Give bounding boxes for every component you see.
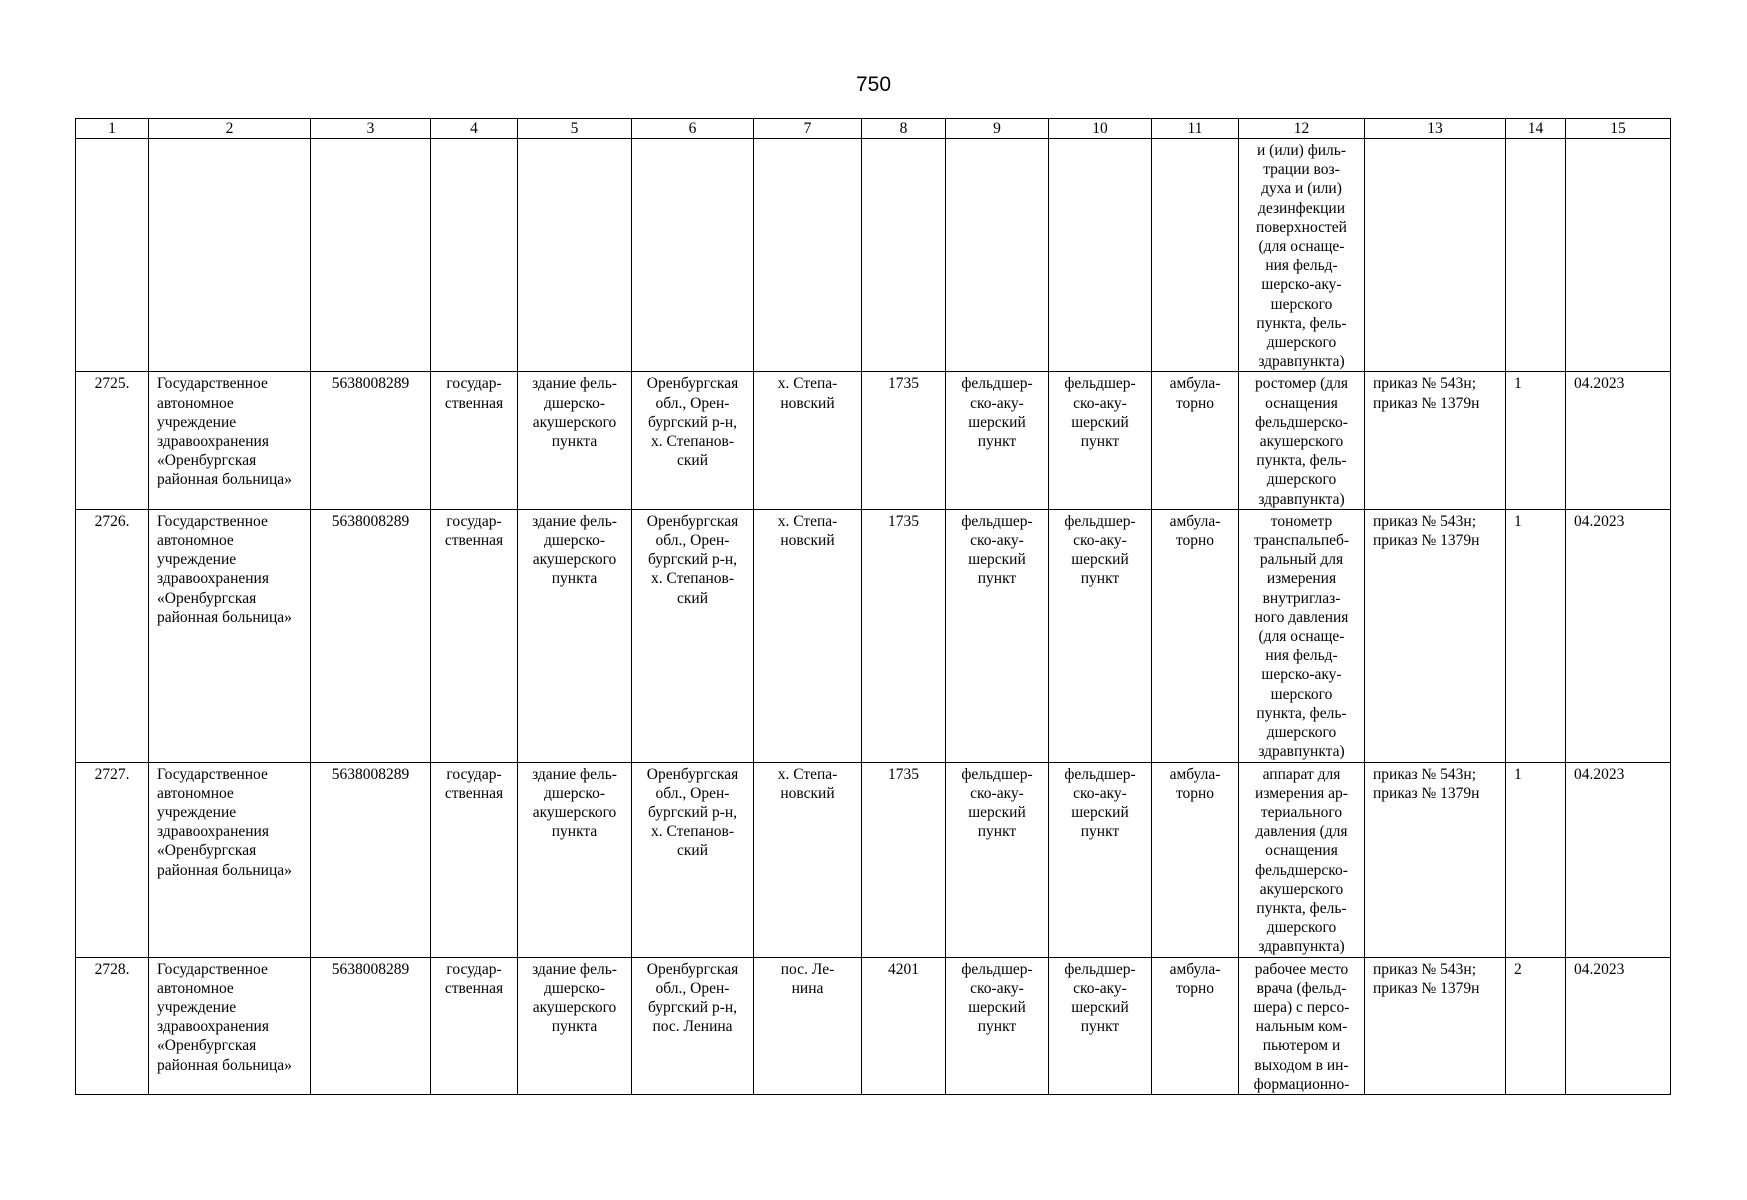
column-header: 2 <box>149 119 311 139</box>
inn-cell: 5638008289 <box>311 509 431 762</box>
organization-cell: Государственное автономное учреждение здравоохранения «Оренбургская районная больница» <box>149 372 311 509</box>
building-cell: здание фель- дшерско- акушерского пункта <box>518 509 632 762</box>
equipment-cell: и (или) филь- трации воз- духа и (или) дезинфекции поверхностей (для оснаще- ния фельд- шерско-аку- шерского пункта, фель- дшерского здравпункта) <box>1239 139 1365 372</box>
settlement-cell: х. Степа- новский <box>754 372 862 509</box>
settlement-cell: х. Степа- новский <box>754 509 862 762</box>
column-header: 1 <box>76 119 149 139</box>
care-type-cell: амбула- торно <box>1152 372 1239 509</box>
order-cell: приказ № 543н; приказ № 1379н <box>1365 509 1506 762</box>
organization-cell: Государственное автономное учреждение здравоохранения «Оренбургская районная больница» <box>149 509 311 762</box>
organization-cell: Государственное автономное учреждение здравоохранения «Оренбургская районная больница» <box>149 957 311 1094</box>
column-header: 14 <box>1506 119 1566 139</box>
ownership-cell: государ- ственная <box>431 372 518 509</box>
facility-type-cell: фельдшер- ско-аку- шерский пункт <box>1049 372 1152 509</box>
address-cell: Оренбургская обл., Орен- бургский р-н, х. Степанов- ский <box>632 509 754 762</box>
building-cell: здание фель- дшерско- акушерского пункта <box>518 957 632 1094</box>
inn-cell: 5638008289 <box>311 762 431 957</box>
equipment-cell: аппарат для измерения ар- териального давления (для оснащения фельдшерско- акушерского пункта, фель- дшерского здравпункта) <box>1239 762 1365 957</box>
address-cell: Оренбургская обл., Орен- бургский р-н, х. Степанов- ский <box>632 372 754 509</box>
building-cell: здание фель- дшерско- акушерского пункта <box>518 762 632 957</box>
equipment-cell: рабочее место врача (фельд- шера) с персо- нальным ком- пьютером и выходом в ин- формационно- <box>1239 957 1365 1094</box>
facility-type-cell: фельдшер- ско-аку- шерский пункт <box>946 957 1049 1094</box>
inn-cell: 5638008289 <box>311 372 431 509</box>
page-number: 750 <box>855 73 892 96</box>
table-row <box>76 372 1671 509</box>
population-cell: 1735 <box>862 509 946 762</box>
quantity-cell: 1 <box>1506 762 1566 957</box>
facility-type-cell: фельдшер- ско-аку- шерский пункт <box>1049 509 1152 762</box>
care-type-cell: амбула- торно <box>1152 957 1239 1094</box>
row-number-cell: 2725. <box>76 372 149 509</box>
column-header: 10 <box>1049 119 1152 139</box>
table-row <box>76 762 1671 957</box>
equipment-cell: тонометр транспальпеб- ральный для измерения внутриглаз- ного давления (для оснаще- ния фельд- шерско-аку- шерского пункта, фель- дшерского здравпункта) <box>1239 509 1365 762</box>
address-cell: Оренбургская обл., Орен- бургский р-н, х. Степанов- ский <box>632 762 754 957</box>
quantity-cell: 1 <box>1506 509 1566 762</box>
settlement-cell: х. Степа- новский <box>754 762 862 957</box>
ownership-cell: государ- ственная <box>431 509 518 762</box>
column-header: 15 <box>1566 119 1671 139</box>
building-cell: здание фель- дшерско- акушерского пункта <box>518 372 632 509</box>
column-header: 5 <box>518 119 632 139</box>
column-header: 11 <box>1152 119 1239 139</box>
population-cell: 1735 <box>862 372 946 509</box>
care-type-cell: амбула- торно <box>1152 509 1239 762</box>
settlement-cell: пос. Ле- нина <box>754 957 862 1094</box>
column-header: 6 <box>632 119 754 139</box>
order-cell: приказ № 543н; приказ № 1379н <box>1365 762 1506 957</box>
date-cell: 04.2023 <box>1566 372 1671 509</box>
date-cell: 04.2023 <box>1566 762 1671 957</box>
column-number-header-row <box>76 119 1671 139</box>
facility-type-cell: фельдшер- ско-аку- шерский пункт <box>1049 762 1152 957</box>
register-table <box>75 118 1671 1095</box>
table-row <box>76 957 1671 1094</box>
row-number-cell: 2727. <box>76 762 149 957</box>
equipment-cell: ростомер (для оснащения фельдшерско- акушерского пункта, фель- дшерского здравпункта) <box>1239 372 1365 509</box>
population-cell: 1735 <box>862 762 946 957</box>
column-header: 3 <box>311 119 431 139</box>
column-header: 7 <box>754 119 862 139</box>
continuation-row <box>76 139 1671 372</box>
column-header: 12 <box>1239 119 1365 139</box>
date-cell: 04.2023 <box>1566 509 1671 762</box>
population-cell: 4201 <box>862 957 946 1094</box>
row-number-cell: 2728. <box>76 957 149 1094</box>
address-cell: Оренбургская обл., Орен- бургский р-н, пос. Ленина <box>632 957 754 1094</box>
inn-cell: 5638008289 <box>311 957 431 1094</box>
ownership-cell: государ- ственная <box>431 762 518 957</box>
column-header: 9 <box>946 119 1049 139</box>
order-cell: приказ № 543н; приказ № 1379н <box>1365 372 1506 509</box>
column-header: 8 <box>862 119 946 139</box>
ownership-cell: государ- ственная <box>431 957 518 1094</box>
column-header: 13 <box>1365 119 1506 139</box>
facility-type-cell: фельдшер- ско-аку- шерский пункт <box>946 509 1049 762</box>
row-number-cell: 2726. <box>76 509 149 762</box>
facility-type-cell: фельдшер- ско-аку- шерский пункт <box>946 372 1049 509</box>
order-cell: приказ № 543н; приказ № 1379н <box>1365 957 1506 1094</box>
quantity-cell: 1 <box>1506 372 1566 509</box>
care-type-cell: амбула- торно <box>1152 762 1239 957</box>
column-header: 4 <box>431 119 518 139</box>
date-cell: 04.2023 <box>1566 957 1671 1094</box>
facility-type-cell: фельдшер- ско-аку- шерский пункт <box>1049 957 1152 1094</box>
organization-cell: Государственное автономное учреждение здравоохранения «Оренбургская районная больница» <box>149 762 311 957</box>
table-row <box>76 509 1671 762</box>
facility-type-cell: фельдшер- ско-аку- шерский пункт <box>946 762 1049 957</box>
quantity-cell: 2 <box>1506 957 1566 1094</box>
